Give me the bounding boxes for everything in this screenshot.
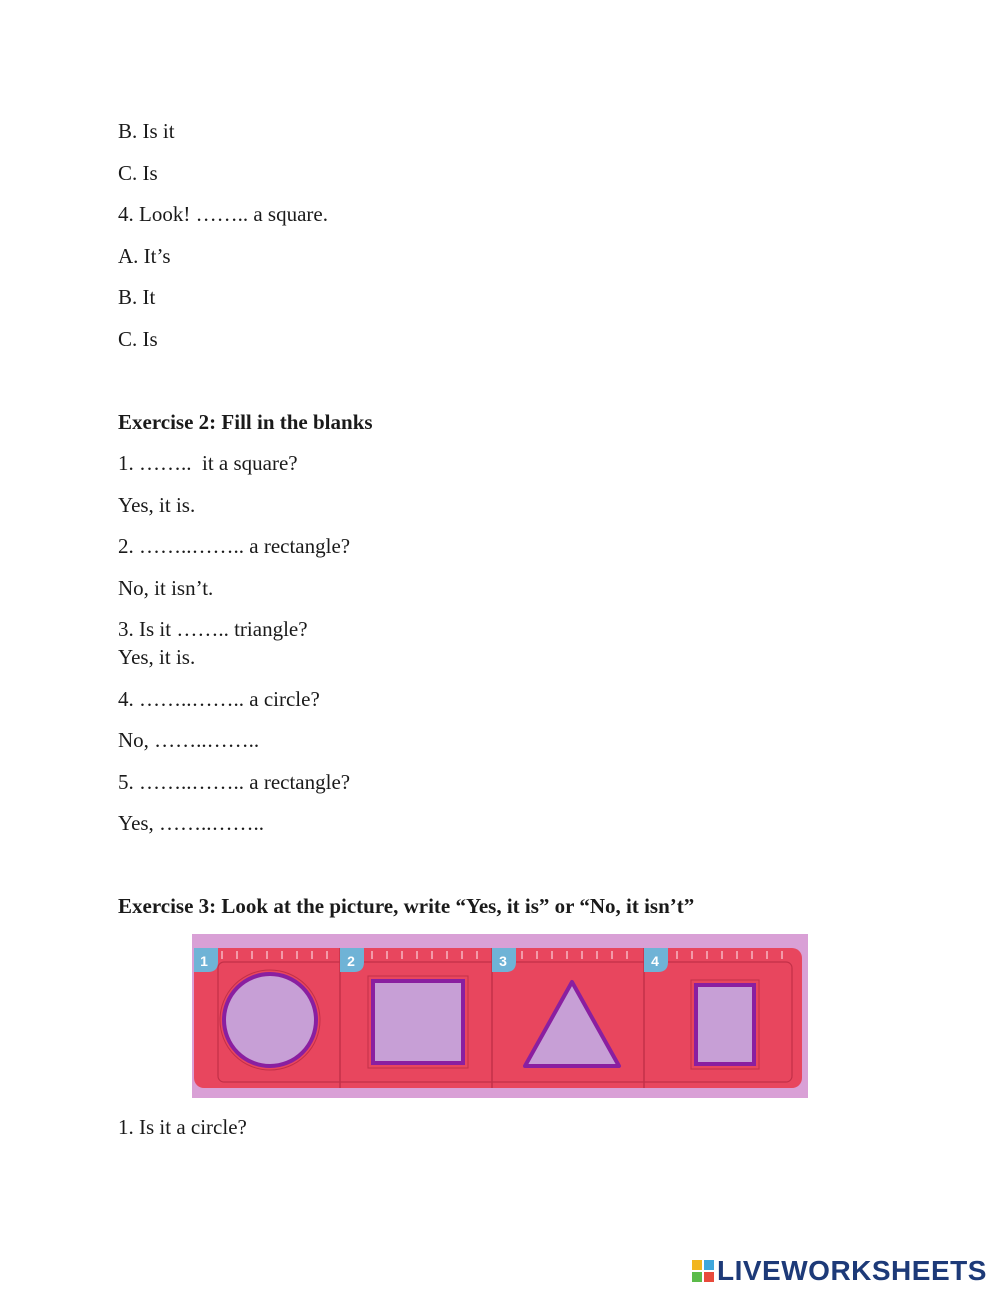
question-4: 4. Look! …….. a square. [118,202,328,226]
logo-icon [692,1260,714,1282]
logo-text: LIVEWORKSHEETS [717,1255,987,1286]
panel-number-4 [644,948,668,972]
square-icon [373,981,463,1063]
svg-text:2: 2 [347,953,355,969]
exercise-2-item: 5. ……..…….. a rectangle? [118,770,351,794]
exercise-2-item: No, ……..…….. [118,728,260,752]
option-a: A. It’s [118,244,171,268]
circle-icon [224,974,316,1066]
exercise-2-item: Yes, it is. [118,645,196,669]
svg-text:1: 1 [200,953,208,969]
exercise-2-item: 3. Is it …….. triangle? [118,617,308,641]
exercise-2-item: Yes, ……..…….. [118,811,265,835]
exercise-3-heading: Exercise 3: Look at the picture, write “Yes, it is” or “No, it isn’t” [118,894,695,918]
exercise-2-item: 1. …….. it a square? [118,451,298,475]
liveworksheets-logo [692,1254,987,1288]
exercise-2-item: Yes, it is. [118,493,196,517]
exercise-2-heading: Exercise 2: Fill in the blanks [118,410,373,434]
exercise-2-item: 2. ……..…….. a rectangle? [118,534,351,558]
panel-number-2 [340,948,364,972]
panel-number-1 [194,948,218,972]
option-b: B. It [118,285,156,309]
rectangle-icon [696,985,754,1064]
option-b: B. Is it [118,119,175,143]
svg-text:4: 4 [651,953,659,969]
panel-number-3 [492,948,516,972]
svg-text:3: 3 [499,953,507,969]
option-c: C. Is [118,327,158,351]
exercise-2-item: No, it isn’t. [118,576,214,600]
shapes-picture [192,934,808,1098]
exercise-3-question-1: 1. Is it a circle? [118,1115,247,1139]
exercise-2-item: 4. ……..…….. a circle? [118,687,320,711]
option-c: C. Is [118,161,158,185]
